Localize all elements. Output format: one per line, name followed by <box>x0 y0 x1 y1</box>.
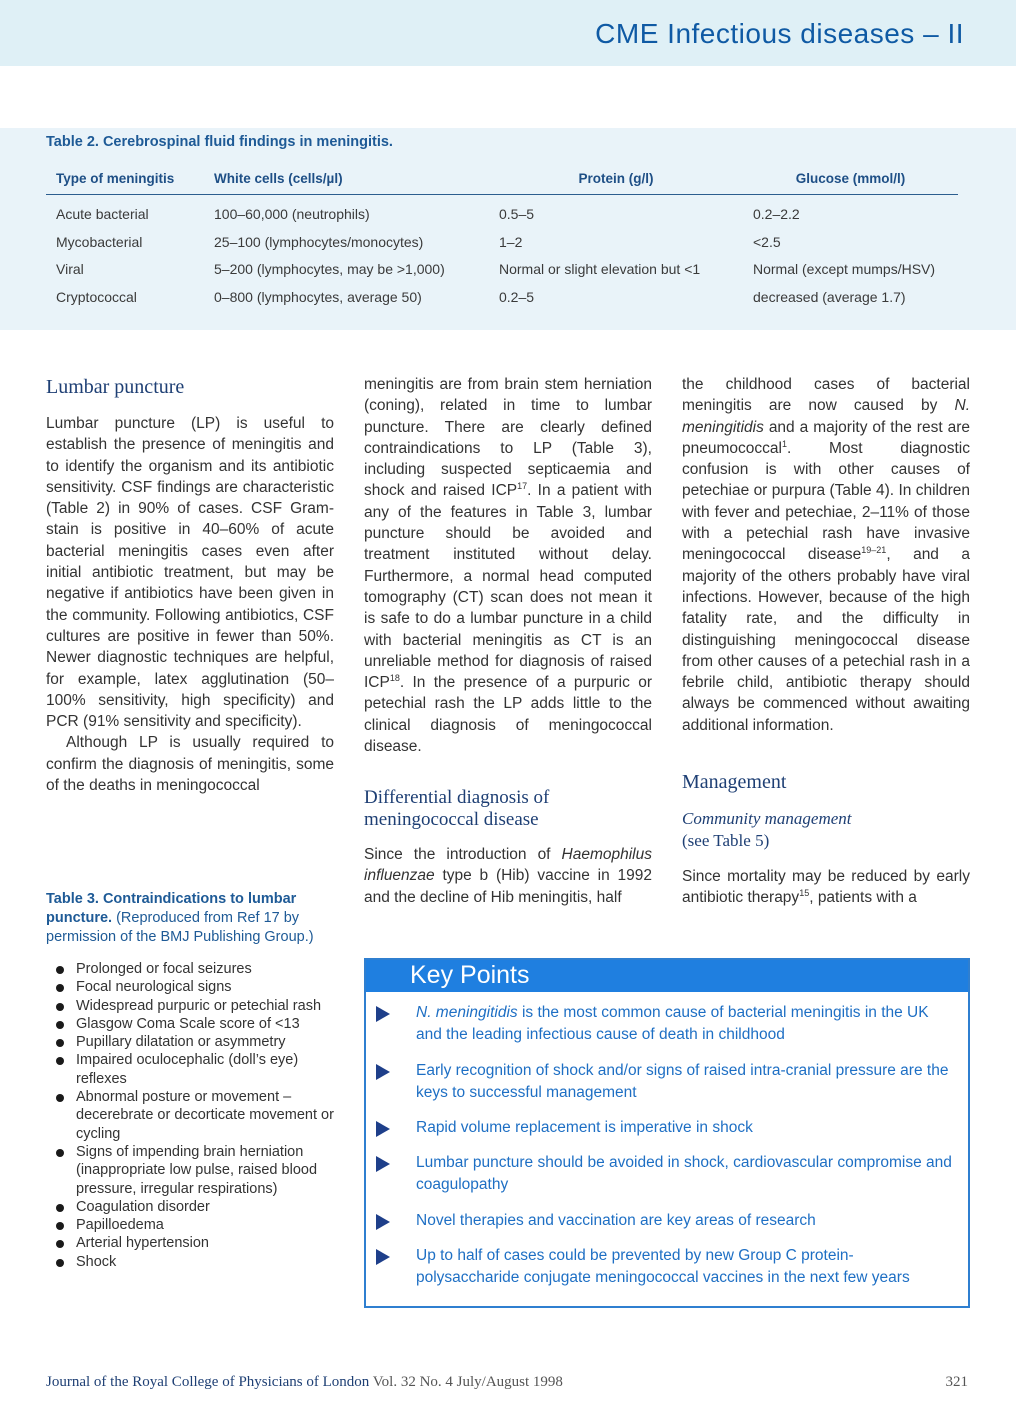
table3-caption: Table 3. Contraindications to lumbar puncture. (Reproduced from Ref 17 by permission of the BMJ Publishing Group.) <box>46 891 314 945</box>
table-cell: 25–100 (lymphocytes/monocytes) <box>214 233 424 250</box>
table-cell: 5–200 (lymphocytes, may be >1,000) <box>214 261 445 278</box>
table-cell: Mycobacterial <box>56 233 143 250</box>
lumbar-puncture-body <box>46 413 334 796</box>
arrow-bullet-icon <box>376 1249 390 1265</box>
table-cell: Normal (except mumps/HSV) <box>753 261 936 278</box>
table-row <box>46 194 958 228</box>
community-management-subheading: Community management (see Table 5) <box>682 809 852 850</box>
list-item: Glasgow Coma Scale score of <13 <box>54 1015 339 1033</box>
table-cell: 0–800 (lymphocytes, average 50) <box>214 288 422 305</box>
lumbar-puncture-heading: Lumbar puncture <box>46 376 185 398</box>
management-body <box>682 866 970 909</box>
list-item: Abnormal posture or movement – decerebrate or decorticate movement or cycling <box>54 1088 339 1143</box>
differential-diagnosis-heading: Differential diagnosis of meningococcal disease <box>364 787 550 830</box>
arrow-bullet-icon <box>376 1064 390 1080</box>
list-item: Widespread purpuric or petechial rash <box>54 997 339 1015</box>
table-cell: <2.5 <box>753 233 781 250</box>
table-cell: Normal or slight elevation but <1 <box>499 261 701 278</box>
arrow-bullet-icon <box>376 1156 390 1172</box>
list-item: Shock <box>54 1253 339 1271</box>
list-item: Impaired oculocephalic (doll’s eye) reflexes <box>54 1051 339 1088</box>
key-points-title-bar <box>366 960 968 992</box>
paragraph: Since the introduction of Haemophilus influenzae type b (Hib) vaccine in 1992 and the decline of Hib meningitis, half <box>364 846 652 906</box>
list-item: Coagulation disorder <box>54 1198 339 1216</box>
key-point-text: Early recognition of shock and/or signs of raised intra-cranial pressure are the keys to successful management <box>416 1062 949 1101</box>
table2-header-white-cells: White cells (cells/µl) <box>204 164 489 194</box>
key-point-text: N. meningitidis is the most common cause of bacterial meningitis in the UK and the leading infectious cause of death in childhood <box>416 1004 929 1043</box>
reference-superscript: 15 <box>799 888 810 899</box>
table-cell: 0.5–5 <box>499 206 535 223</box>
paragraph: Lumbar puncture (LP) is useful to establish the presence of meningitis and to identify the organism and its antibiotic sensitivity. CSF findings are characteristic (Table 2) in 90% of cases. CSF Gram-stain is positive in 40–60% of acute bacterial meningitis cases even after initial antibiotic treatment, but may be negative if antibiotics have been given in the community. Following antibiotics, CSF cultures are positive in fewer than 50%. Newer diagnostic techniques are helpful, for example, latex agglutination (50–100% sensitivity, high specificity) and PCR (91% sensitivity and specificity). <box>46 415 334 731</box>
footer-citation: Journal of the Royal College of Physicians of London Vol. 32 No. 4 July/August 1998 <box>46 1374 563 1390</box>
key-point-text: Rapid volume replacement is imperative in shock <box>416 1119 753 1136</box>
column3-body <box>682 374 970 736</box>
reference-superscript: 18 <box>389 673 400 683</box>
table-cell: 1–2 <box>499 233 523 250</box>
paragraph: Although LP is usually required to confirm the diagnosis of meningitis, some of the deaths in meningococcal <box>46 734 334 795</box>
table2-header-row <box>46 164 958 194</box>
table-cell: 0.2–2.2 <box>753 206 800 223</box>
table-cell: 100–60,000 (neutrophils) <box>214 206 370 223</box>
table-cell: Viral <box>56 261 84 278</box>
table-row <box>46 228 958 256</box>
table-cell: Acute bacterial <box>56 206 149 223</box>
running-header-title: CME Infectious diseases – II <box>595 18 964 49</box>
arrow-bullet-icon <box>376 1121 390 1137</box>
table2 <box>46 164 958 311</box>
table-row <box>46 283 958 311</box>
table2-header-protein: Protein (g/l) <box>489 164 743 194</box>
list-item: Prolonged or focal seizures <box>54 960 339 978</box>
key-point-text: Up to half of cases could be prevented by new Group C protein-polysaccharide conjugate meningococcal vaccines in the next few years <box>416 1247 910 1286</box>
paragraph: meningitis are from brain stem herniation (coning), related in time to lumbar puncture. There are clearly defined contraindications to LP (Table 3), including suspected septicaemia and shock and raised ICP$^{17}$. In a patient with any of the features in Table 3, lumbar puncture should be avoided and treatment instituted without delay. Furthermore, a normal head computed tomography (CT) scan does not mean it is safe to do a lumbar puncture in a child with bacterial meningitis as CT is an unreliable method for diagnosis of raised ICP$^{18}$. In the presence of a purpuric or petechial rash the LP adds little to the clinical diagnosis of meningococcal disease. <box>364 376 653 756</box>
key-point-text: Novel therapies and vaccination are key areas of research <box>416 1212 816 1229</box>
table-cell: 0.2–5 <box>499 288 535 305</box>
table2-header-glucose: Glucose (mmol/l) <box>743 164 958 194</box>
list-item: Signs of impending brain herniation (inappropriate low pulse, raised blood pressure, irregular respirations) <box>54 1143 339 1198</box>
list-item: Focal neurological signs <box>54 978 339 996</box>
arrow-bullet-icon <box>376 1214 390 1230</box>
key-point-text: Lumbar puncture should be avoided in shock, cardiovascular compromise and coagulopathy <box>416 1154 952 1193</box>
table2-header-type: Type of meningitis <box>46 164 204 194</box>
table3-list <box>54 960 339 1271</box>
reference-superscript: 19–21 <box>861 545 887 556</box>
differential-diagnosis-body <box>364 844 652 908</box>
table-cell: Cryptococcal <box>56 288 137 305</box>
table2-caption: Table 2. Cerebrospinal fluid findings in meningitis. <box>46 134 393 150</box>
management-heading: Management <box>682 771 787 793</box>
page-number: 321 <box>945 1374 968 1390</box>
list-item: Arterial hypertension <box>54 1234 339 1252</box>
key-points-box <box>364 958 970 1308</box>
table-cell: decreased (average 1.7) <box>753 288 906 305</box>
reference-superscript: 1 <box>781 438 787 449</box>
reference-superscript: 17 <box>517 481 528 492</box>
list-item: Pupillary dilatation or asymmetry <box>54 1033 339 1051</box>
paragraph: Since mortality may be reduced by early antibiotic therapy$^{15}$, patients with a <box>682 868 970 907</box>
list-item: Papilloedema <box>54 1216 339 1234</box>
table-row <box>46 256 958 284</box>
column2-body <box>364 374 652 757</box>
paragraph: the childhood cases of bacterial meningitis are now caused by N. meningitidis and a majority of the rest are pneumococcal$^1$. Most diagnostic confusion is with other causes of petechiae or purpura (Table 4). In children with fever and petechiae, 2–11% of those with a petechial rash have invasive meningococcal disease$^{19-21}$, and a majority of the others probably have viral infections. However, because of the high fatality rate, and the difficulty in distinguishing meningococcal disease from other causes of a petechial rash in a febrile child, antibiotic therapy should always be commenced without awaiting additional information. <box>682 376 971 734</box>
key-points-title: Key Points <box>410 961 530 989</box>
arrow-bullet-icon <box>376 1006 390 1022</box>
